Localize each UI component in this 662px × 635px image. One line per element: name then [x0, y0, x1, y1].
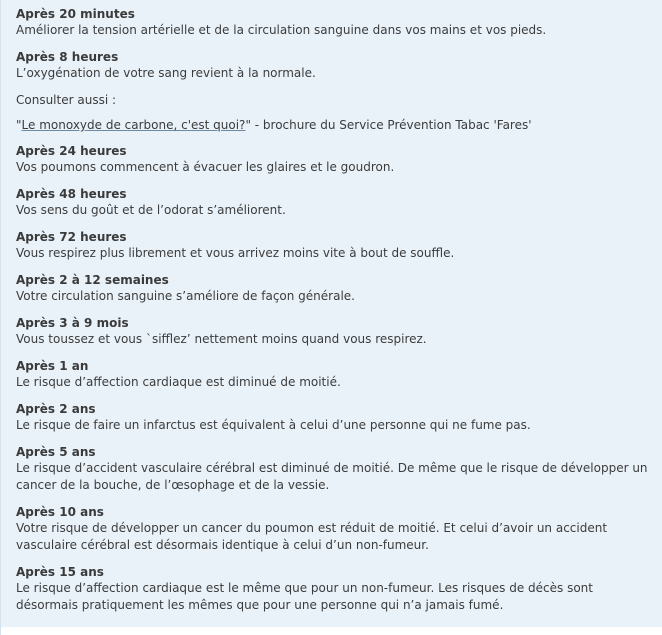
- timeline-item-20-minutes: [16, 6, 656, 39]
- timeline-heading: Après 2 à 12 semaines: [16, 273, 169, 287]
- see-also-label: Consulter aussi :: [16, 93, 117, 107]
- timeline-item-2-12-weeks: [16, 272, 656, 305]
- timeline-heading: Après 48 heures: [16, 187, 127, 201]
- reference-suffix: " - brochure du Service Prévention Tabac 'Fares': [245, 118, 532, 132]
- timeline-heading: Après 3 à 9 mois: [16, 316, 129, 330]
- timeline-heading: Après 8 heures: [16, 50, 119, 64]
- timeline-text: Vos poumons commencent à évacuer les glaires et le goudron.: [16, 160, 395, 174]
- timeline-heading: Après 2 ans: [16, 402, 96, 416]
- article-content: [16, 6, 656, 624]
- timeline-heading: Après 72 heures: [16, 230, 127, 244]
- timeline-item-48-hours: [16, 186, 656, 219]
- timeline-heading: Après 5 ans: [16, 445, 96, 459]
- timeline-heading: Après 24 heures: [16, 144, 127, 158]
- timeline-text: Votre circulation sanguine s’améliore de façon générale.: [16, 289, 355, 303]
- bottom-strip: [1, 627, 662, 635]
- timeline-text: Le risque d’accident vasculaire cérébral est diminué de moitié. De même que le risque de développer un cancer de la bouche, de l’œsophage et de la vessie.: [16, 461, 648, 492]
- timeline-text: Le risque de faire un infarctus est équivalent à celui d’une personne qui ne fume pas.: [16, 418, 531, 432]
- timeline-text: Vous respirez plus librement et vous arrivez moins vite à bout de souffle.: [16, 246, 455, 260]
- timeline-text: L’oxygénation de votre sang revient à la normale.: [16, 66, 316, 80]
- timeline-item-2-years: [16, 401, 656, 434]
- timeline-item-8-hours: [16, 49, 656, 82]
- timeline-text: Améliorer la tension artérielle et de la circulation sanguine dans vos mains et vos pieds.: [16, 23, 547, 37]
- timeline-item-3-9-months: [16, 315, 656, 348]
- timeline-item-10-years: [16, 504, 656, 554]
- see-also-reference: [16, 117, 656, 133]
- timeline-item-5-years: [16, 444, 656, 494]
- timeline-heading: Après 1 an: [16, 359, 89, 373]
- timeline-text: Le risque d’affection cardiaque est le même que pour un non-fumeur. Les risques de décès sont désormais pratiquement les mêmes que pour une personne qui n’a jamais fumé.: [16, 581, 593, 612]
- timeline-text: Le risque d’affection cardiaque est diminué de moitié.: [16, 375, 341, 389]
- timeline-item-72-hours: [16, 229, 656, 262]
- brochure-link[interactable]: Le monoxyde de carbone, c'est quoi?: [21, 118, 246, 132]
- timeline-item-24-hours: [16, 143, 656, 176]
- timeline-heading: Après 10 ans: [16, 505, 104, 519]
- timeline-text: Vos sens du goût et de l’odorat s’améliorent.: [16, 203, 286, 217]
- timeline-heading: Après 15 ans: [16, 565, 104, 579]
- timeline-heading: Après 20 minutes: [16, 7, 135, 21]
- timeline-text: Vous toussez et vous `sifflez’ nettement moins quand vous respirez.: [16, 332, 427, 346]
- quote-open: ": [16, 118, 22, 132]
- timeline-item-15-years: [16, 564, 656, 614]
- timeline-text: Votre risque de développer un cancer du poumon est réduit de moitié. Et celui d’avoir un accident vasculaire cérébral est désormais identique à celui d’un non-fumeur.: [16, 521, 608, 552]
- timeline-item-1-year: [16, 358, 656, 391]
